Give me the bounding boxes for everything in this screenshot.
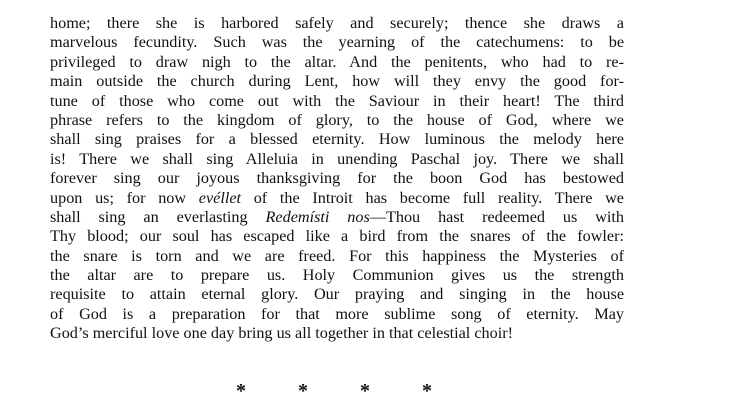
text-run: shall sing an everlasting (50, 207, 266, 226)
text-line: is! There we shall sing Alleluia in unending Paschal joy. There we shall (50, 149, 624, 168)
latin-term-redemisti: Redemísti nos (265, 207, 370, 226)
asterisk: * (236, 380, 246, 402)
text-line: the altar are to prepare us. Holy Communion gives us the strength (50, 266, 624, 285)
text-run: upon us; for now (50, 188, 199, 207)
text-line: phrase refers to the kingdom of glory, to the house of God, where we (50, 110, 624, 129)
text-line: of God is a preparation for that more sublime song of eternity. May (50, 304, 624, 323)
text-line: tune of those who come out with the Saviour in their heart! The third (50, 91, 624, 110)
text-line (50, 208, 624, 227)
text-line (50, 189, 624, 208)
text-line: marvelous fecundity. Such was the yearning of the catechumens: to be (50, 33, 624, 52)
asterisk: * (360, 380, 370, 402)
text-line: requisite to attain eternal glory. Our praying and singing in the house (50, 285, 624, 304)
text-line: home; there she is harbored safely and securely; thence she draws a (50, 14, 624, 32)
text-line: shall sing praises for a blessed eternity. How luminous the melody here (50, 130, 624, 149)
text-line: God’s merciful love one day bring us all together in that celestial choir! (50, 324, 514, 343)
text-line: Thy blood; our soul has escaped like a bird from the snares of the fowler: (50, 227, 624, 246)
latin-term-evellet: evéllet (198, 188, 242, 207)
text-line: the snare is torn and we are freed. For this happiness the Mysteries of (50, 246, 624, 265)
text-run: of the Introit has become full reality. There we (241, 188, 624, 207)
text-line: main outside the church during Lent, how will they envy the good for- (50, 72, 624, 91)
text-run: —Thou hast redeemed us with (369, 207, 624, 226)
text-line: forever sing our joyous thanksgiving for the boon God has bestowed (50, 169, 624, 188)
body-text (50, 14, 624, 344)
section-separator (236, 380, 484, 403)
asterisk: * (298, 380, 308, 402)
asterisk: * (422, 380, 432, 402)
text-line: privileged to draw nigh to the altar. And the penitents, who had to re- (50, 52, 624, 71)
